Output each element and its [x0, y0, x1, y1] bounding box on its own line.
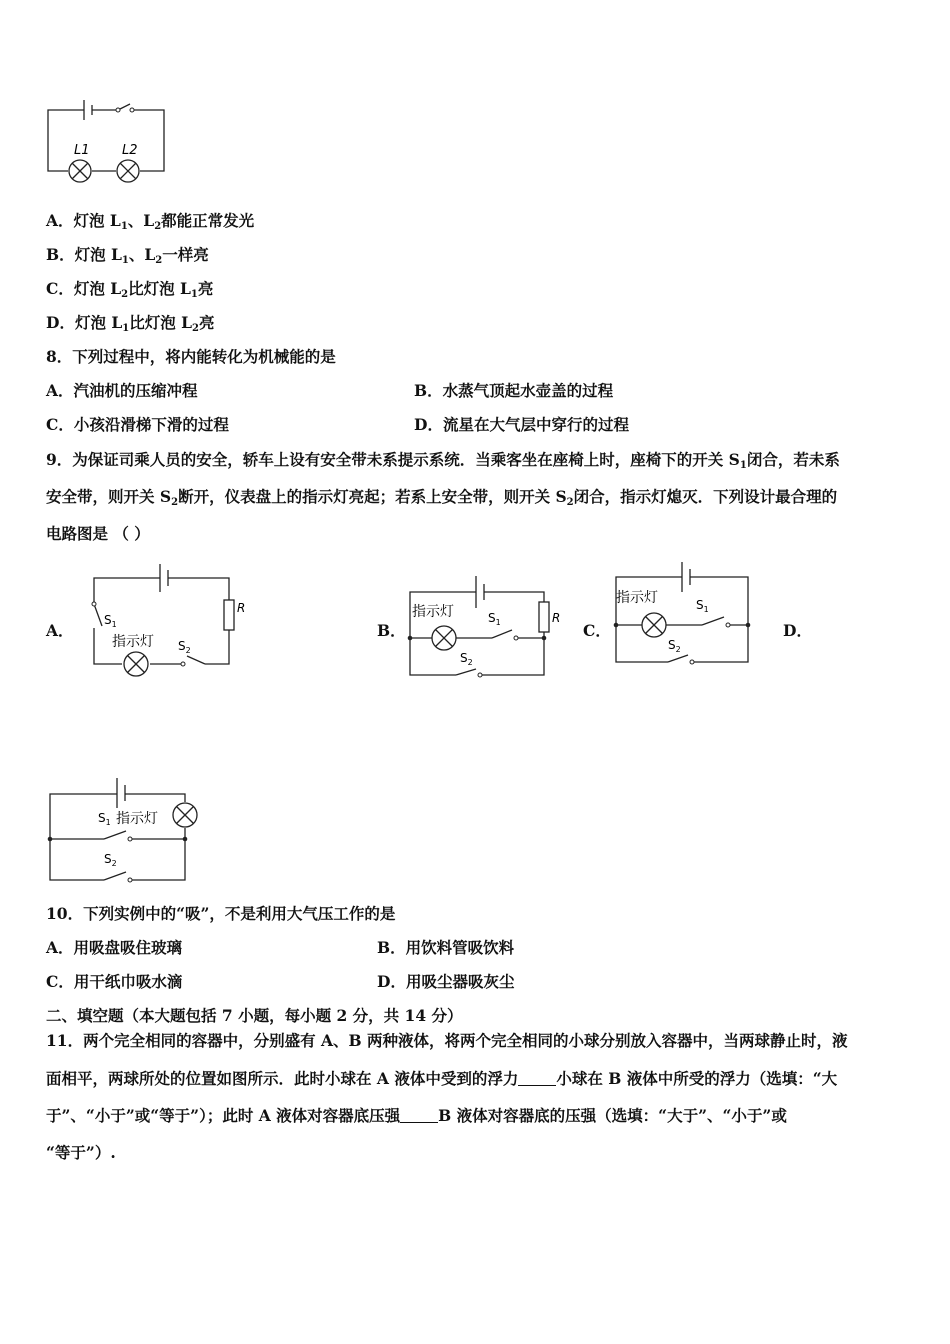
- svg-text:S1: $S_1$: [488, 611, 501, 627]
- circuit-a: [80, 560, 250, 680]
- lamp-label: 指示灯: [112, 634, 154, 650]
- q11-line4: “等于”）.: [46, 1143, 116, 1162]
- q9-label-d: D．: [783, 621, 812, 640]
- q10-option-c: C．用干纸巾吸水滴: [46, 972, 183, 991]
- s2-label: S: [104, 852, 112, 866]
- q8-option-c: C．小孩沿滑梯下滑的过程: [46, 415, 229, 434]
- circuit-c: [606, 560, 766, 670]
- q9-label-a: A．: [46, 621, 74, 640]
- lamp-label: 指示灯: [412, 604, 454, 620]
- q7-option-c: C．灯泡 $L_2$比灯泡 $L_1$亮: [46, 279, 214, 300]
- s2-label: S: [178, 639, 186, 653]
- svg-text:S2: $S_2$: [104, 852, 117, 868]
- q10-option-a: A．用吸盘吸住玻璃: [46, 938, 183, 957]
- q7-option-d: D．灯泡 $L_1$比灯泡 $L_2$亮: [46, 313, 215, 334]
- q11-line1: 11．两个完全相同的容器中，分别盛有 A、B 两种液体，将两个完全相同的小球分别放入容器中，当两球静止时，液: [46, 1031, 848, 1050]
- q11-line2: 面相平，两球所处的位置如图所示．此时小球在 A 液体中受到的浮力 小球在 B 液体中所受的浮力（选填：“大: [46, 1069, 838, 1088]
- svg-text:S1: $S_1$: [104, 613, 117, 629]
- q8-option-d: D．流星在大气层中穿行的过程: [414, 415, 629, 434]
- q8-stem: 8．下列过程中，将内能转化为机械能的是: [46, 347, 336, 366]
- resistor-label: R: [237, 601, 246, 615]
- q8-option-b: B．水蒸气顶起水壶盖的过程: [414, 381, 614, 400]
- q9-label-b: B．: [377, 621, 406, 640]
- svg-text:S2: $S_2$: [668, 638, 681, 654]
- section-heading: 二、填空题（本大题包括 7 小题，每小题 2 分，共 14 分）: [46, 1006, 463, 1025]
- q8-option-a: A．汽油机的压缩冲程: [46, 381, 198, 400]
- circuit-b: [400, 572, 560, 682]
- svg-text:S2: $S_2$: [460, 651, 473, 667]
- circuit-d: [40, 770, 200, 885]
- s1-label: S: [98, 811, 106, 825]
- q9-label-c: C．: [583, 621, 611, 640]
- svg-text:S1: $S_1$: [98, 811, 111, 827]
- lamp-l2-label: L2: [122, 143, 138, 158]
- s2-label: S: [668, 638, 676, 652]
- svg-text:S1: $S_1$: [696, 598, 709, 614]
- s2-label: S: [460, 651, 468, 665]
- lamp-l1-label: L1: [74, 143, 90, 158]
- q11-line3: 于”、“小于”或“等于”）；此时 A 液体对容器底压强 B 液体对容器底的压强（选填：“大于”、“小于”或: [46, 1106, 787, 1125]
- lamp-label: 指示灯: [116, 811, 158, 827]
- q9-stem-line1: 9．为保证司乘人员的安全，轿车上设有安全带未系提示系统．当乘客坐在座椅上时，座椅下的开关 $S_1$闭合，若未系: [46, 450, 840, 471]
- s1-label: S: [104, 613, 112, 627]
- answer-blank-2[interactable]: [400, 1108, 438, 1123]
- answer-blank-1[interactable]: [518, 1071, 556, 1086]
- q9-stem-line3: 电路图是 （ ）: [46, 524, 150, 543]
- lamp-label: 指示灯: [616, 590, 658, 606]
- q7-option-a: A．灯泡 $L_1$、$L_2$都能正常发光: [46, 211, 255, 232]
- q9-stem-line2: 安全带，则开关 $S_2$断开，仪表盘上的指示灯亮起；若系上安全带，则开关 $S_2$闭合，指示灯熄灭．下列设计最合理的: [46, 487, 838, 508]
- s1-label: S: [488, 611, 496, 625]
- resistor-label: R: [552, 611, 561, 625]
- q10-stem: 10．下列实例中的“吸”，不是利用大气压工作的是: [46, 904, 396, 923]
- q10-option-b: B．用饮料管吸饮料: [377, 938, 515, 957]
- q7-option-b: B．灯泡 $L_1$、$L_2$一样亮: [46, 245, 209, 266]
- s1-label: S: [696, 598, 704, 612]
- q10-option-d: D．用吸尘器吸灰尘: [377, 972, 515, 991]
- svg-text:S2: $S_2$: [178, 639, 191, 655]
- circuit-two-lamps: [40, 95, 175, 190]
